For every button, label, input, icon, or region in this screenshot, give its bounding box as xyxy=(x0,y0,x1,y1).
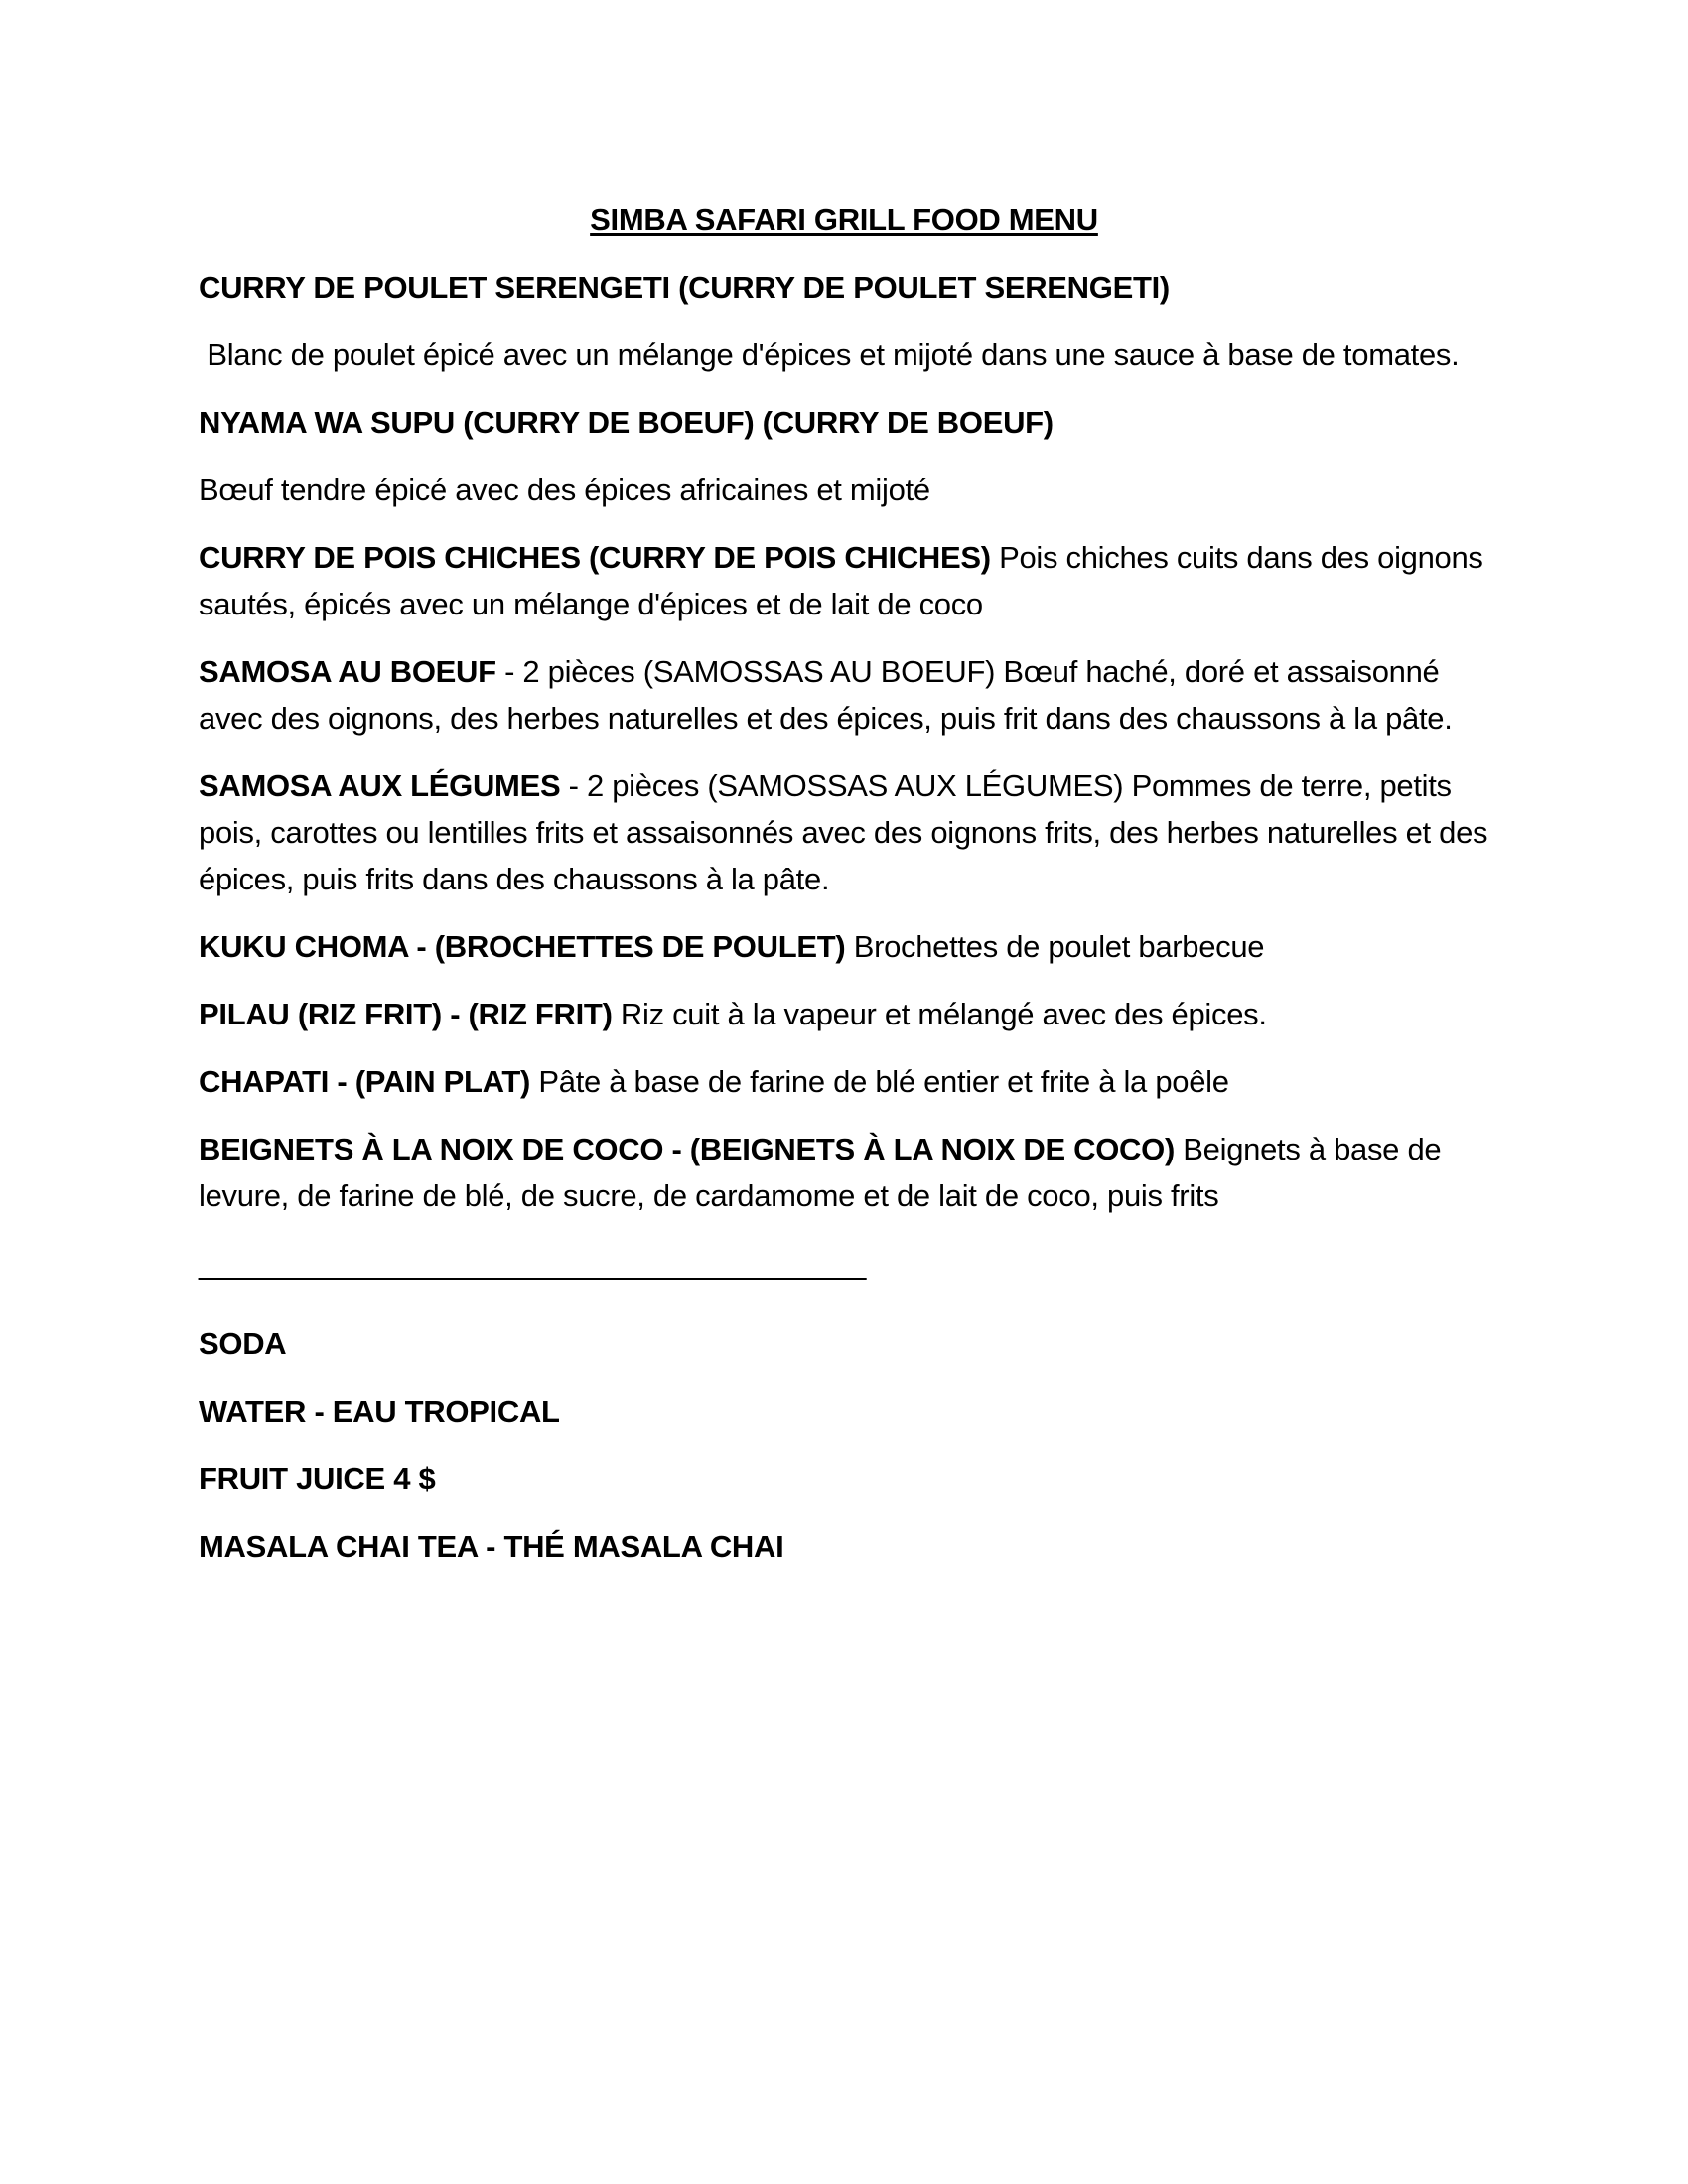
food-item-heading-text: KUKU CHOMA - (BROCHETTES DE POULET) xyxy=(199,929,846,964)
section-divider: _______________________________________ xyxy=(199,1246,867,1281)
food-item-heading-text: SAMOSA AUX LÉGUMES xyxy=(199,768,561,803)
food-item-heading-text: SAMOSA AU BOEUF xyxy=(199,654,496,689)
food-item-pilau xyxy=(199,991,1489,1037)
food-item-description-text: Beignets à base de levure, de farine de blé, de sucre, de cardamome et de lait de coco, puis frits xyxy=(199,1132,1450,1213)
page-title xyxy=(199,197,1489,243)
food-item-beignets-coco xyxy=(199,1126,1489,1219)
food-item-curry-pois-chiches xyxy=(199,534,1489,627)
food-item-description-text: - 2 pièces (SAMOSSAS AUX LÉGUMES) Pommes de terre, petits pois, carottes ou lentilles frits et assaisonnés avec des oignons frits, des herbes naturelles et des épices, puis frits dans des chaussons à la pâte. xyxy=(199,768,1496,896)
food-item-description-text: Riz cuit à la vapeur et mélangé avec des épices. xyxy=(612,997,1267,1031)
food-item-description-text: Brochettes de poulet barbecue xyxy=(845,929,1265,964)
food-item-description-text: - 2 pièces (SAMOSSAS AU BOEUF) Bœuf haché, doré et assaisonné avec des oignons, des herbes naturelles et des épices, puis frit dans des chaussons à la pâte. xyxy=(199,654,1453,736)
drink-item-fruit-juice xyxy=(199,1455,1489,1502)
food-item-heading-nyama-wa-supu xyxy=(199,399,1489,446)
food-item-heading-curry-poulet xyxy=(199,264,1489,311)
food-item-heading-text: CURRY DE POULET SERENGETI (CURRY DE POULET SERENGETI) xyxy=(199,270,1170,305)
food-item-description-text: Pois chiches cuits dans des oignons sautés, épicés avec un mélange d'épices et de lait de coco xyxy=(199,540,1491,621)
drink-item-water xyxy=(199,1388,1489,1434)
drink-item-text: FRUIT JUICE 4 $ xyxy=(199,1461,436,1496)
food-item-description-text: Pâte à base de farine de blé entier et frite à la poêle xyxy=(530,1064,1229,1099)
food-item-heading-text: PILAU (RIZ FRIT) - (RIZ FRIT) xyxy=(199,997,613,1031)
food-item-heading-text: CHAPATI - (PAIN PLAT) xyxy=(199,1064,531,1099)
food-item-heading-text: NYAMA WA SUPU (CURRY DE BOEUF) (CURRY DE BOEUF) xyxy=(199,405,1054,440)
food-item-heading-text: BEIGNETS À LA NOIX DE COCO - (BEIGNETS À LA NOIX DE COCO) xyxy=(199,1132,1175,1166)
food-item-samosa-legumes xyxy=(199,762,1496,902)
food-item-chapati xyxy=(199,1058,1489,1105)
food-item-description-nyama-wa-supu: Bœuf tendre épicé avec des épices africaines et mijoté xyxy=(199,473,930,507)
drink-item-masala-chai xyxy=(199,1523,1489,1570)
drink-item-text: MASALA CHAI TEA - THÉ MASALA CHAI xyxy=(199,1529,784,1564)
food-item-samosa-boeuf xyxy=(199,648,1489,742)
food-item-kuku-choma xyxy=(199,923,1489,970)
drink-item-text: SODA xyxy=(199,1326,287,1361)
drink-item-text: WATER - EAU TROPICAL xyxy=(199,1394,560,1429)
food-item-heading-text: CURRY DE POIS CHICHES (CURRY DE POIS CHICHES) xyxy=(199,540,991,575)
drink-item-soda xyxy=(199,1320,1489,1367)
page-title-text: SIMBA SAFARI GRILL FOOD MENU xyxy=(590,203,1098,237)
food-item-description-curry-poulet: Blanc de poulet épicé avec un mélange d'épices et mijoté dans une sauce à base de tomates. xyxy=(199,338,1460,372)
